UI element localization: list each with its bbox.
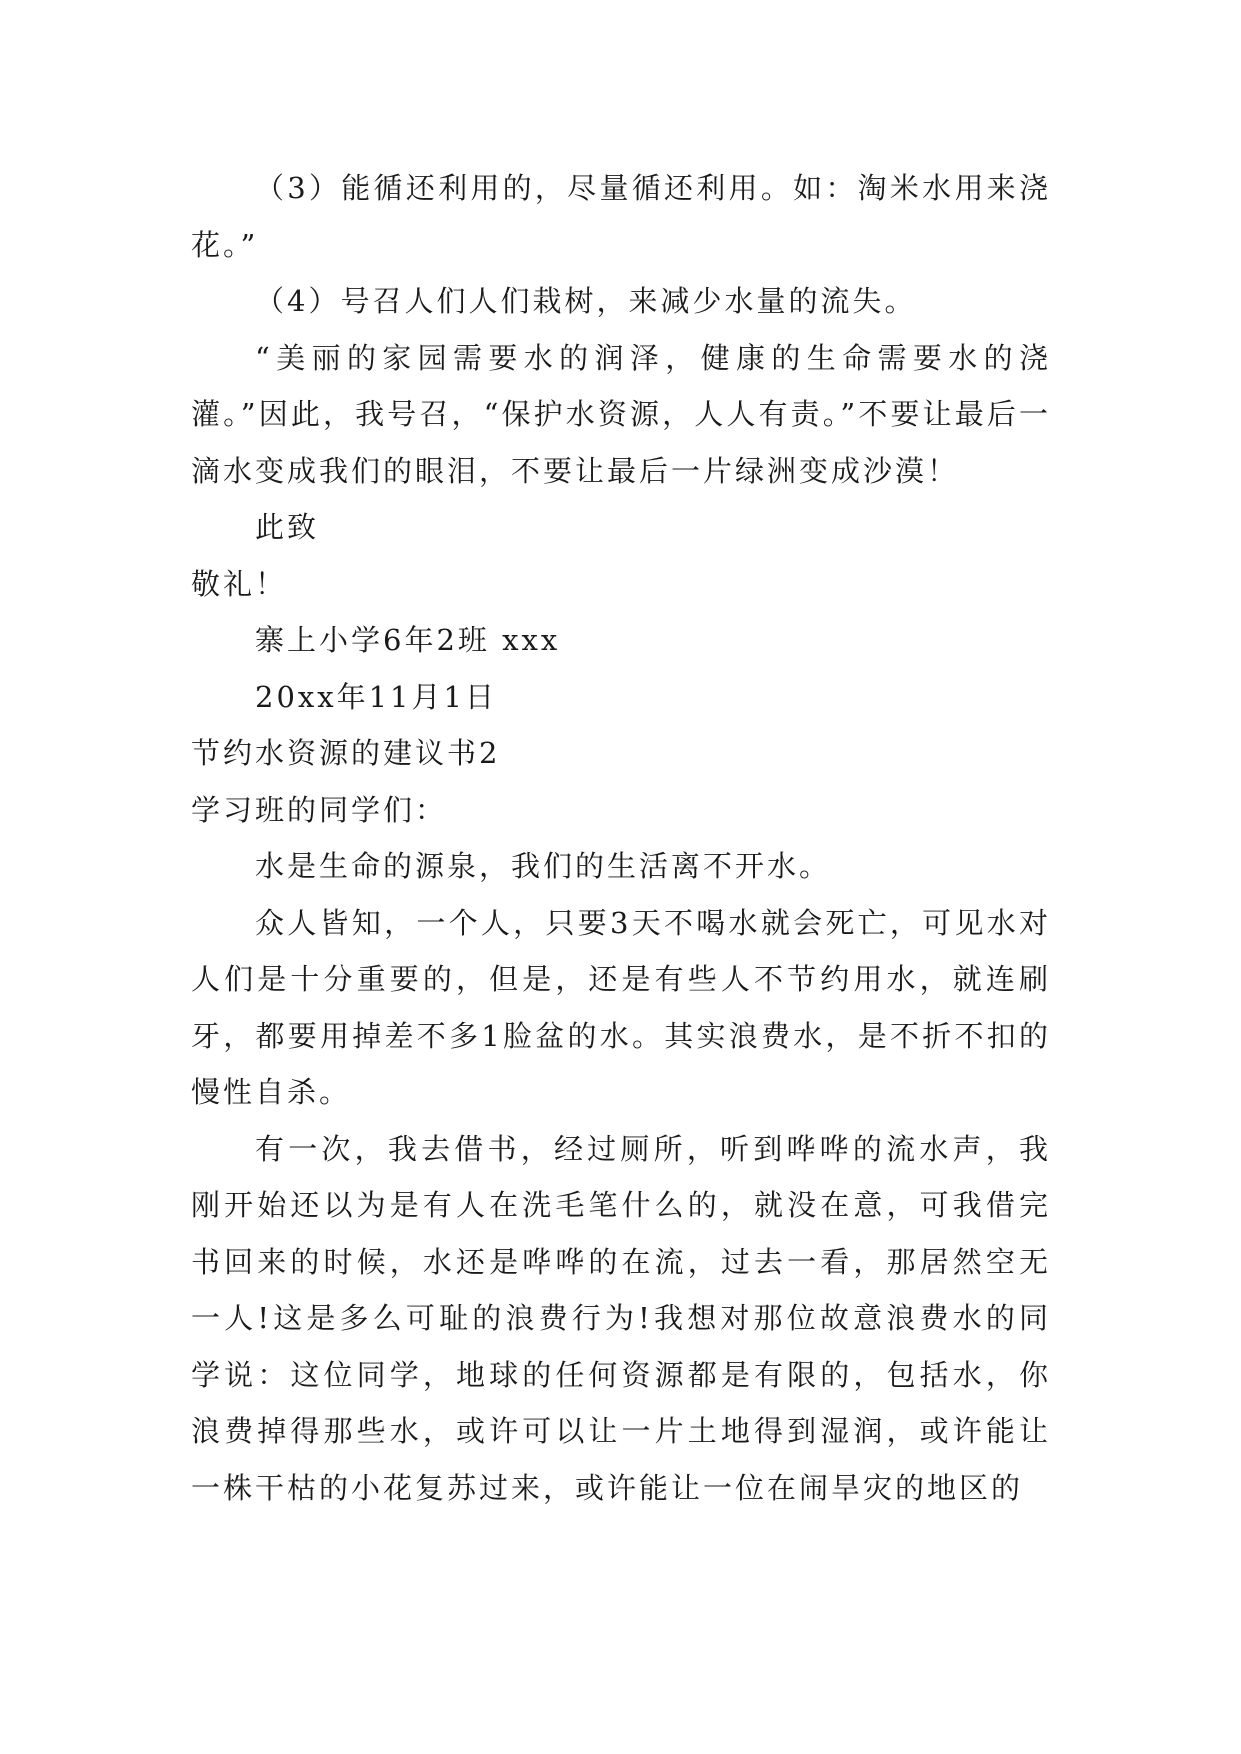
document-body [191,160,1051,1516]
paragraph-appeal: “美丽的家园需要水的润泽，健康的生命需要水的浇灌。”因此，我号召，“保护水资源，人人有责。”不要让最后一滴水变成我们的眼泪，不要让最后一片绿洲变成沙漠！ [191,340,1051,488]
closing-respect: 敬礼！ [191,566,288,601]
paragraph-story: 有一次，我去借书，经过厕所，听到哗哗的流水声，我刚开始还以为是有人在洗毛笔什么的，就没在意，可我借完书回来的时候，水还是哗哗的在流，过去一看，那居然空无一人!这是多么可耻的浪费行为!我想对那位故意浪费水的同学说：这位同学，地球的任何资源都是有限的，包括水，你浪费掉得那些水，或许可以让一片土地得到湿润，或许能让一株干枯的小花复苏过来，或许能让一位在闹旱灾的地区的 [191,1131,1051,1505]
paragraph-recycle-water: （3）能循还利用的，尽量循还利用。如：淘米水用来浇花。” [191,171,1051,262]
paragraph-water-source: 水是生命的源泉，我们的生活离不开水。 [255,849,832,883]
paragraph-importance: 众人皆知，一个人，只要3天不喝水就会死亡，可见水对人们是十分重要的，但是，还是有些人不节约用水，就连刷牙，都要用掉差不多1脸盆的水。其实浪费水，是不折不扣的慢性自杀。 [191,905,1051,1109]
signature-author: 寨上小学6年2班 xxx [255,623,561,657]
signature-date: 20xx年11月1日 [255,679,497,714]
closing-salutation: 此致 [255,510,320,544]
section-title: 节约水资源的建议书2 [191,736,501,770]
greeting: 学习班的同学们： [191,792,448,827]
paragraph-plant-trees: （4）号召人们人们栽树，来减少水量的流失。 [255,284,917,318]
